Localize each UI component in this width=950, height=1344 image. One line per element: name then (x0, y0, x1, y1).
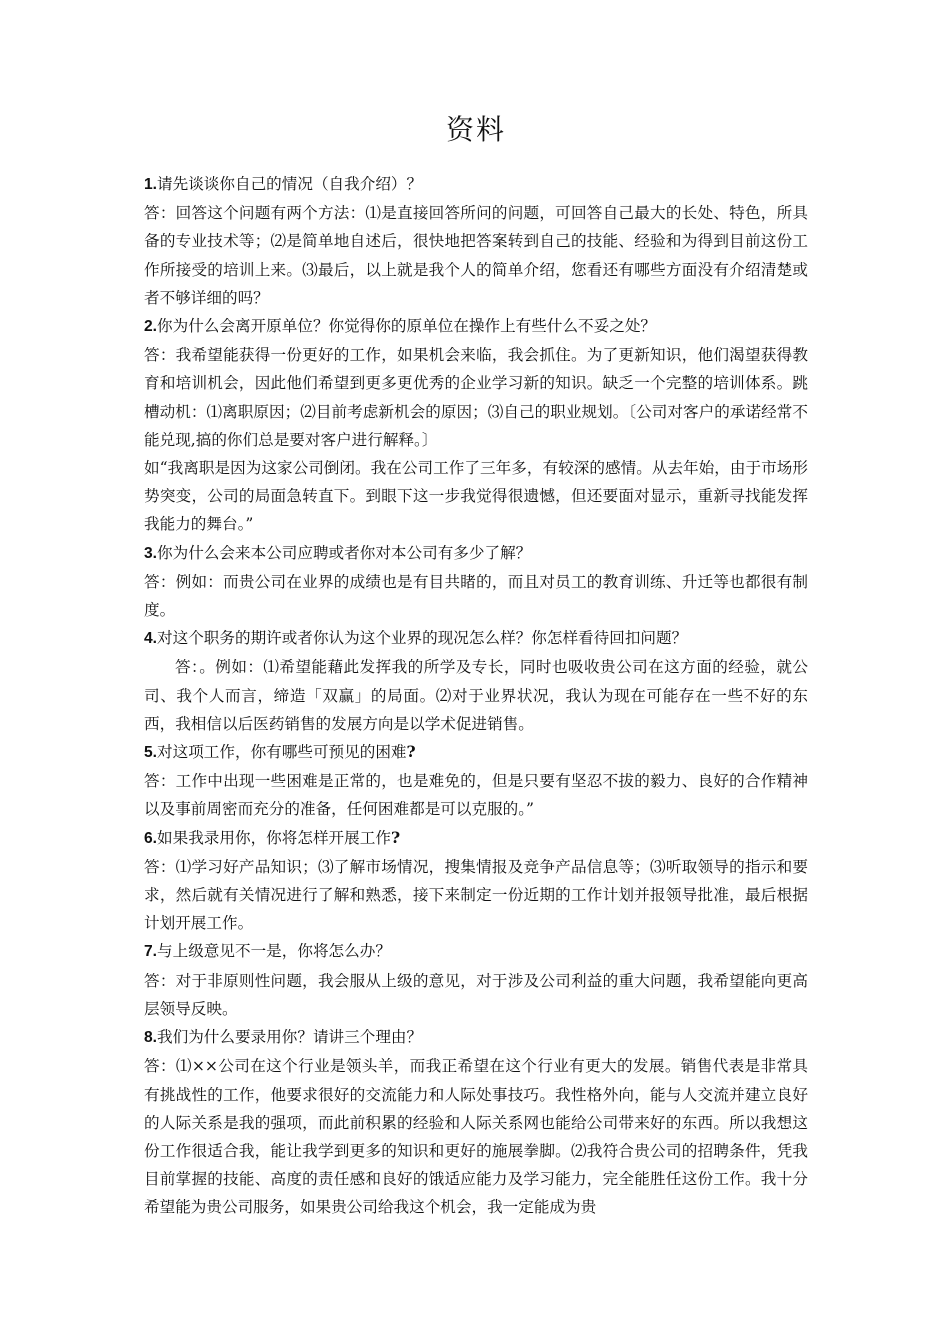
question-text: 你为什么会来本公司应聘或者你对本公司有多少了解？ (157, 543, 532, 562)
qa-item (144, 312, 808, 539)
document-page (144, 110, 808, 1222)
qa-item (144, 624, 808, 738)
qa-list (144, 170, 808, 1222)
question (144, 738, 808, 767)
question (144, 624, 808, 653)
question-text: 对这个职务的期许或者你认为这个业界的现况怎么样？你怎样看待回扣问题？ (157, 629, 688, 648)
question (144, 539, 808, 568)
answer-paragraph: 答：⑴学习好产品知识；⑶了解市场情况，搜集情报及竞争产品信息等；⑶听取领导的指示和要求，然后就有关情况进行了解和熟悉，接下来制定一份近期的工作计划并报领导批准，最后根据计划开展工作。 (144, 857, 808, 933)
answer-paragraph: 答：对于非原则性问题，我会服从上级的意见，对于涉及公司利益的重大问题，我希望能向更高层领导反映。 (144, 971, 808, 1018)
qa-item (144, 1023, 808, 1221)
qa-item (144, 937, 808, 1023)
qa-item (144, 539, 808, 625)
answer-paragraph: 答：例如：而贵公司在业界的成绩也是有目共睹的，而且对员工的教育训练、升迁等也都很有制度。 (144, 572, 808, 620)
question-number: 4. (144, 630, 158, 648)
question-text: 与上级意见不一是，你将怎么办？ (157, 942, 391, 961)
answer-paragraph: 答：工作中出现一些困难是正常的，也是难免的，但是只要有坚忍不拔的毅力、良好的合作精神以及事前周密而充分的准备，任何困难都是可以克服的。” (144, 772, 808, 819)
question-text: 你为什么会离开原单位？你觉得你的原单位在操作上有些什么不妥之处？ (157, 317, 657, 336)
question (144, 170, 808, 199)
question (144, 312, 808, 341)
answer-paragraph: 答：回答这个问题有两个方法：⑴是直接回答所问的问题，可回答自己最大的长处、特色，所具备的专业技术等；⑵是简单地自述后，很快地把答案转到自己的技能、经验和为得到目前这份工作所接受的培训上来。⑶最后，以上就是我个人的简单介绍，您看还有哪些方面没有介绍清楚或者不够详细的吗？ (144, 204, 808, 307)
qa-item (144, 738, 808, 824)
question-number: 8. (144, 1029, 158, 1047)
answer-paragraph: 答：。例如：⑴希望能藉此发挥我的所学及专长，同时也吸收贵公司在这方面的经验，就公司、我个人而言，缔造「双赢」的局面。⑵对于业界状况，我认为现在可能存在一些不好的东西，我相信以后医药销售的发展方向是以学术促进销售。 (144, 658, 808, 733)
question-number: 7. (144, 943, 158, 961)
question-text: 对这项工作，你有哪些可预见的困难 (157, 743, 407, 762)
qa-item (144, 170, 808, 312)
answer-paragraph: 如“我离职是因为这家公司倒闭。我在公司工作了三年多，有较深的感情。从去年始，由于市场形势突变，公司的局面急转直下。到眼下这一步我觉得很遗憾，但还要面对显示，重新寻找能发挥我能力的舞台。” (144, 459, 808, 534)
qa-item (144, 824, 808, 938)
question-number: 5. (144, 744, 158, 762)
question (144, 937, 808, 966)
question-number: 6. (144, 829, 158, 847)
question-text: 请先谈谈你自己的情况（自我介绍）？ (157, 175, 423, 193)
answer-paragraph: 答：⑴××公司在这个行业是领头羊，而我正希望在这个行业有更大的发展。销售代表是非常具有挑战性的工作，他要求很好的交流能力和人际处事技巧。我性格外向，能与人交流并建立良好的人际关系是我的强项，而此前积累的经验和人际关系网也能给公司带来好的东西。所以我想这份工作很适合我，能让我学到更多的知识和更好的施展拳脚。⑵我符合贵公司的招聘条件，凭我目前掌握的技能、高度的责任感和良好的饿适应能力及学习能力，完全能胜任这份工作。我十分希望能为贵公司服务，如果贵公司给我这个机会，我一定能成为贵 (144, 1057, 808, 1217)
document-title: 资料 (445, 113, 506, 146)
question-text: 如果我录用你，你将怎样开展工作 (157, 828, 391, 847)
question-number: 3. (144, 544, 158, 562)
question-mark: ? (406, 742, 416, 762)
question-number: 2. (144, 318, 158, 336)
question (144, 824, 808, 853)
answer-paragraph: 答：我希望能获得一份更好的工作，如果机会来临，我会抓住。为了更新知识，他们渴望获得教育和培训机会，因此他们希望到更多更优秀的企业学习新的知识。缺乏一个完整的培训体系。跳槽动机：⑴离职原因；⑵目前考虑新机会的原因；⑶自己的职业规划。〔公司对客户的承诺经常不能兑现,搞的你们总是要对客户进行解释。〕 (144, 346, 808, 449)
question (144, 1023, 808, 1052)
question-mark: ? (390, 827, 401, 847)
question-number: 1. (144, 176, 158, 193)
question-text: 我们为什么要录用你？请讲三个理由？ (157, 1028, 423, 1047)
